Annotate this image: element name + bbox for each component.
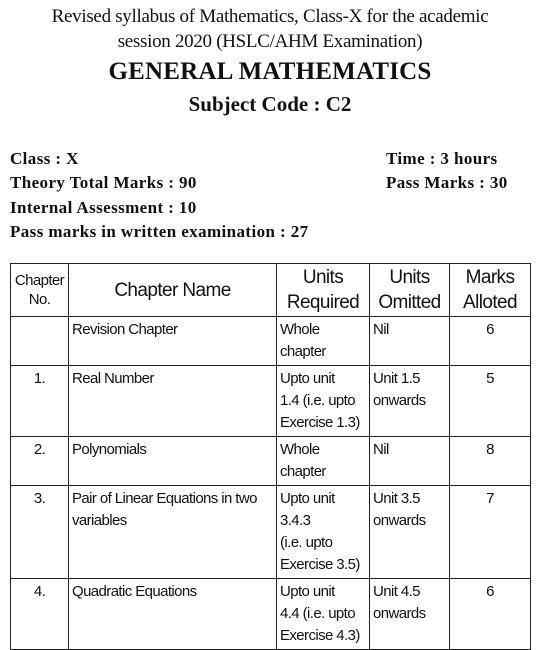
chapter-name-cell: Polynomials	[69, 437, 277, 486]
pass-marks-written: Pass marks in written examination : 27	[10, 222, 309, 241]
marks-alloted-cell: 6	[450, 579, 531, 650]
chapter-no-cell: 2.	[11, 437, 69, 486]
theory-total-marks: Theory Total Marks : 90	[10, 173, 197, 192]
marks-alloted-cell: 7	[450, 486, 531, 579]
page-title: GENERAL MATHEMATICS	[108, 58, 432, 85]
units-required-line: 4.4 (i.e. upto	[280, 605, 355, 622]
internal-assessment: Internal Assessment : 10	[10, 198, 197, 217]
units-required-cell	[277, 437, 370, 486]
units-omitted-line: onwards	[373, 512, 426, 529]
header-units-omitted	[370, 264, 450, 317]
header-marks-line2: Alloted	[463, 292, 517, 313]
units-required-cell	[277, 579, 370, 650]
units-required-line: chapter	[280, 343, 326, 360]
units-required-line: Whole	[280, 441, 320, 458]
units-omitted-cell	[370, 317, 450, 366]
table-row	[11, 317, 531, 366]
header-units-required-line1: Units	[302, 267, 344, 288]
chapter-name-cell: Quadratic Equations	[69, 579, 277, 650]
syllabus-table	[10, 263, 531, 650]
table-row	[11, 486, 531, 579]
units-required-line: Exercise 4.3)	[280, 627, 360, 644]
table-row	[11, 366, 531, 437]
marks-alloted-cell: 5	[450, 366, 531, 437]
header-marks-alloted	[450, 264, 531, 317]
units-required-line: 1.4 (i.e. upto	[280, 392, 355, 409]
units-required-line: Whole	[280, 321, 320, 338]
pass-marks: Pass Marks : 30	[386, 173, 508, 192]
header-chapter-name	[69, 264, 277, 317]
units-required-line: Upto unit	[280, 370, 335, 387]
table-body	[11, 317, 531, 650]
subject-code: Subject Code : C2	[188, 92, 352, 116]
marks-alloted-cell: 6	[450, 317, 531, 366]
chapter-name-cell: Real Number	[69, 366, 277, 437]
units-required-cell	[277, 366, 370, 437]
units-omitted-cell	[370, 366, 450, 437]
header-units-required	[277, 264, 370, 317]
units-omitted-line: Unit 3.5	[373, 490, 420, 507]
header-chapter-no	[11, 264, 69, 317]
header-chapter-no-line2: No.	[28, 291, 51, 308]
units-required-line: (i.e. upto	[280, 534, 333, 551]
units-omitted-line: Nil	[373, 321, 389, 338]
marks-alloted-cell: 8	[450, 437, 531, 486]
exam-time: Time : 3 hours	[386, 149, 498, 168]
units-omitted-cell	[370, 437, 450, 486]
units-omitted-line: onwards	[373, 605, 426, 622]
units-omitted-cell	[370, 486, 450, 579]
units-required-line: chapter	[280, 463, 326, 480]
units-omitted-line: Unit 4.5	[373, 583, 420, 600]
units-omitted-cell	[370, 579, 450, 650]
table-header-row	[11, 264, 531, 317]
chapter-name-cell: Revision Chapter	[69, 317, 277, 366]
header-units-omitted-line2: Omitted	[378, 292, 441, 313]
chapter-no-cell: 1.	[11, 366, 69, 437]
chapter-no-cell	[11, 317, 69, 366]
units-required-line: Exercise 3.5)	[280, 556, 360, 573]
units-required-line: 3.4.3	[280, 512, 311, 529]
units-required-line: Exercise 1.3)	[280, 414, 360, 431]
chapter-no-cell: 3.	[11, 486, 69, 579]
header-marks-line1: Marks	[465, 267, 515, 288]
chapter-name-cell: Pair of Linear Equations in two variables	[69, 486, 277, 579]
units-omitted-line: Nil	[373, 441, 389, 458]
units-required-line: Upto unit	[280, 490, 335, 507]
units-required-cell	[277, 317, 370, 366]
units-omitted-line: onwards	[373, 392, 426, 409]
header-line-2: session 2020 (HSLC/AHM Examination)	[117, 31, 423, 52]
header-line-1: Revised syllabus of Mathematics, Class-X for the academic	[51, 6, 489, 27]
header-chapter-no-line1: Chapter	[14, 272, 65, 289]
units-omitted-line: Unit 1.5	[373, 370, 420, 387]
header-chapter-name-text: Chapter Name	[114, 279, 231, 301]
chapter-no-cell: 4.	[11, 579, 69, 650]
class-label: Class : X	[10, 149, 79, 168]
header-units-omitted-line1: Units	[389, 267, 430, 288]
table-row	[11, 579, 531, 650]
units-required-line: Upto unit	[280, 583, 335, 600]
units-required-cell	[277, 486, 370, 579]
table-row	[11, 437, 531, 486]
header-units-required-line2: Required	[286, 292, 360, 313]
